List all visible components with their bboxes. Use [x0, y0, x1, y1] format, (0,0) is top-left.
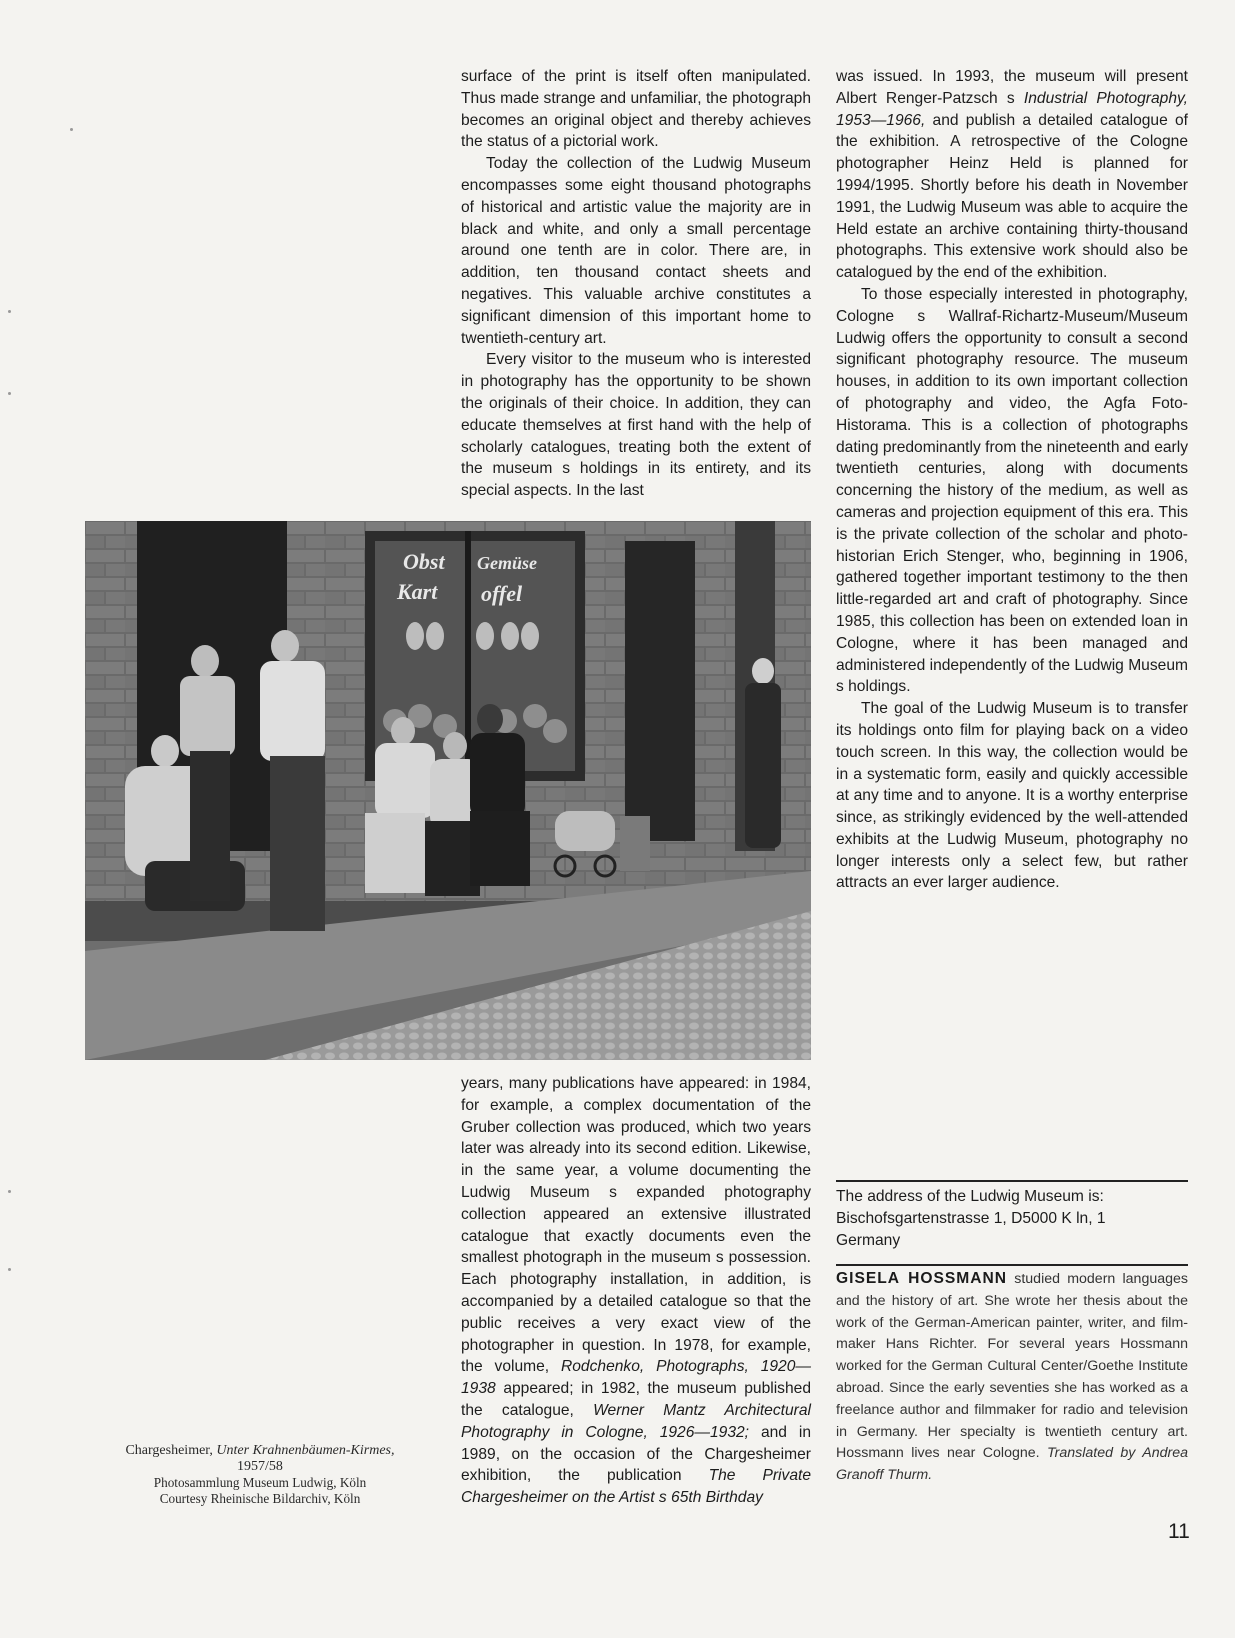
sign-text: offel: [481, 581, 523, 606]
page-number: 11: [1168, 1520, 1190, 1543]
paragraph: surface of the print is itself often manipulated. Thus made strange and unfamiliar, the photograph becomes an original object and thereby achieves the status of a pictorial work.: [461, 68, 811, 151]
author-bio: GISELA HOSSMANN studied modern languages and the history of art. She wrote her thesis about the work of the German-American painter, writer, and film-maker Hans Richter. For several years Hossmann worked for the German Cultural Center/Goethe Institute abroad. Since the early seventies she has worked as a freelance author and filmmaker for radio and television in Germany. Her specialty is twentieth century art. Hossmann lives near Cologne. Translated by Andrea Granoff Thurm.: [836, 1270, 1188, 1484]
translator-credit: Translated by Andrea Granoff Thurm.: [836, 1445, 1188, 1484]
scan-speck: [8, 1268, 11, 1271]
body-text-column-1-bottom: [461, 1073, 811, 1509]
divider-rule: [836, 1264, 1188, 1266]
sign-text: Obst: [403, 549, 445, 574]
scan-speck: [8, 310, 11, 313]
museum-address: The address of the Ludwig Museum is: Bischofsgartenstrasse 1, D5000 K ln, 1 Germany: [836, 1188, 1106, 1249]
author-name: GISELA HOSSMANN: [836, 1270, 1008, 1287]
scan-speck: [70, 128, 73, 131]
street-scene-photograph: [85, 521, 811, 1060]
sign-text: Gemüse: [477, 553, 537, 573]
scan-speck: [8, 1190, 11, 1193]
body-text-column-1-top: [461, 66, 811, 502]
paragraph: To those especially interested in photography, Cologne s Wallraf-Richartz-Museum/Museum Ludwig offers the opportunity to consult a second significant photography resource. The museum houses, in addition to its own important collection of photography and video, the Agfa Foto-Historama. This is a collection of photographs dating predominantly from the nineteenth and early twentieth centuries, along with documents concerning the history of the medium, as well as cameras and projection equipment of this era. This is the private collection of the scholar and photo-historian Erich Stenger, who, beginning in 1906, gathered together important testimony to the then little-regarded art and craft of photography. Since 1985, this collection has been on extended loan in Cologne, where it has been managed and administered independently of the Ludwig Museum s holdings.: [836, 285, 1188, 696]
paragraph: The goal of the Ludwig Museum is to transfer its holdings onto film for playing back on a video touch screen. In this way, the collection would be in a systematic form, easily and quickly accessible at any time and to anyone. It is a worthy enterprise since, as strikingly evidenced by the well-attended exhibits at the Ludwig Museum, photography no longer interests only a select few, but rather attracts an ever larger audience.: [836, 700, 1188, 892]
scan-speck: [8, 392, 11, 395]
photo-illustration: [85, 521, 811, 1060]
sign-text: Kart: [397, 579, 438, 604]
divider-rule: [836, 1180, 1188, 1182]
paragraph: years, many publications have appeared: in 1984, for example, a complex documentation of the Gruber collection was produced, which two years later was already into its second edition. Likewise, in the same year, a volume documenting the Ludwig Museum s expanded photography collection appeared an extensive illustrated catalogue that exactly documents even the smallest photograph in the museum s possession. Each photography installation, in addition, is accompanied by a detailed catalogue so that the public receives a very exact view of the photographer in question. In 1978, for example, the volume, Rodchenko, Photographs, 1920—1938 appeared; in 1982, the museum published the catalogue, Werner Mantz Architectural Photography in Cologne, 1926—1932; and in 1989, on the occasion of the Chargesheimer exhibition, the publication The Private Chargesheimer on the Artist s 65th Birthday: [461, 1075, 812, 1507]
body-text-column-2: [836, 66, 1188, 894]
paragraph: Every visitor to the museum who is interested in photography has the opportunity to be shown the originals of their choice. In addition, they can educate themselves at first hand with the help of scholarly catalogues, treating both the extent of the museum s holdings in its entirety, and its special aspects. In the last: [461, 351, 811, 500]
paragraph: was issued. In 1993, the museum will present Albert Renger-Patzsch s Industrial Photography, 1953—1966, and publish a detailed catalogue of the exhibition. A retrospective of the Cologne photographer Heinz Held is planned for 1994/1995. Shortly before his death in November 1991, the Ludwig Museum was able to acquire the Held estate an archive containing thirty-thousand photographs. This extensive work should also be catalogued by the end of the exhibition.: [836, 68, 1188, 282]
paragraph: Today the collection of the Ludwig Museum encompasses some eight thousand photographs of historical and artistic value the majority are in black and white, and only a small percentage around one tenth are in color. There are, in addition, ten thousand contact sheets and negatives. This valuable archive constitutes a significant dimension of this important home to twentieth-century art.: [461, 155, 811, 347]
photo-caption: Chargesheimer, Unter Krahnenbäumen-Kirmes, 1957/58 Photosammlung Museum Ludwig, Köln Courtesy Rheinische Bildarchiv, Köln: [125, 1443, 395, 1506]
